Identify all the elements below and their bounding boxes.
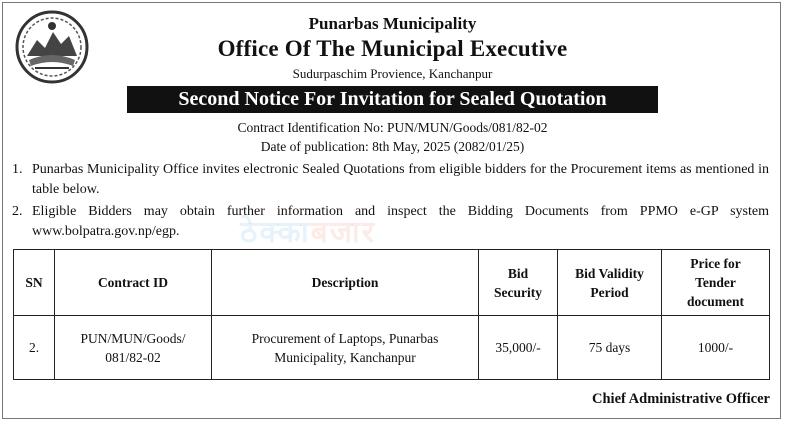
cell-line: Municipality, Kanchanpur <box>274 349 416 365</box>
paragraph-1 <box>12 160 769 200</box>
cell-line: Procurement of Laptops, Punarbas <box>251 330 439 346</box>
header-sn: SN <box>14 250 55 316</box>
cell-validity: 75 days <box>558 316 662 380</box>
header-line: Price for <box>690 256 741 271</box>
header-line: Period <box>590 284 629 300</box>
header-line: Tender <box>695 275 736 290</box>
cell-bid-security: 35,000/- <box>479 316 558 380</box>
cell-price: 1000/- <box>662 316 770 380</box>
header-line: Security <box>494 284 542 300</box>
cell-line: 081/82-02 <box>105 349 161 365</box>
header-contract-id: Contract ID <box>55 250 212 316</box>
signature: Chief Administrative Officer <box>592 391 770 407</box>
office-address: Sudurpaschim Provience, Kanchanpur <box>292 66 493 81</box>
header-line: Bid <box>507 265 529 281</box>
org-name: Punarbas Municipality <box>308 14 477 33</box>
cell-description <box>212 316 479 380</box>
cell-sn: 2. <box>14 316 55 380</box>
header-description: Description <box>212 250 479 316</box>
table-header-row <box>14 250 770 316</box>
header-line: document <box>687 294 744 309</box>
header-line: Bid Validity <box>575 265 644 281</box>
watermark-part-2: बजार <box>310 215 377 250</box>
publication-date: Date of publication: 8th May, 2025 (2082/01/25) <box>260 139 525 154</box>
contract-identification: Contract Identification No: PUN/MUN/Goods/081/82-02 <box>237 120 548 135</box>
header-validity <box>558 250 662 316</box>
header-bid-security <box>479 250 558 316</box>
watermark <box>240 210 376 251</box>
header-price <box>662 250 770 316</box>
office-title: Office Of The Municipal Executive <box>217 36 568 61</box>
paragraph-2 <box>12 202 769 242</box>
notice-title: Second Notice For Invitation for Sealed Quotation <box>127 86 658 113</box>
watermark-part-1: ठेक्का <box>240 215 311 250</box>
cell-line: PUN/MUN/Goods/ <box>80 330 186 346</box>
paragraph-text: Punarbas Municipality Office invites electronic Sealed Quotations from eligible bidders for the Procurement items as mentioned in table below. <box>32 162 769 197</box>
paragraph-text: Eligible Bidders may obtain further information and inspect the Bidding Documents from PPMO e-GP system www.bolpatra.gov.np/egp. <box>32 204 769 239</box>
paragraph-number: 1. <box>12 162 23 177</box>
procurement-table <box>13 249 770 380</box>
table-row <box>14 316 770 380</box>
paragraph-number: 2. <box>12 204 23 219</box>
cell-contract-id <box>55 316 212 380</box>
